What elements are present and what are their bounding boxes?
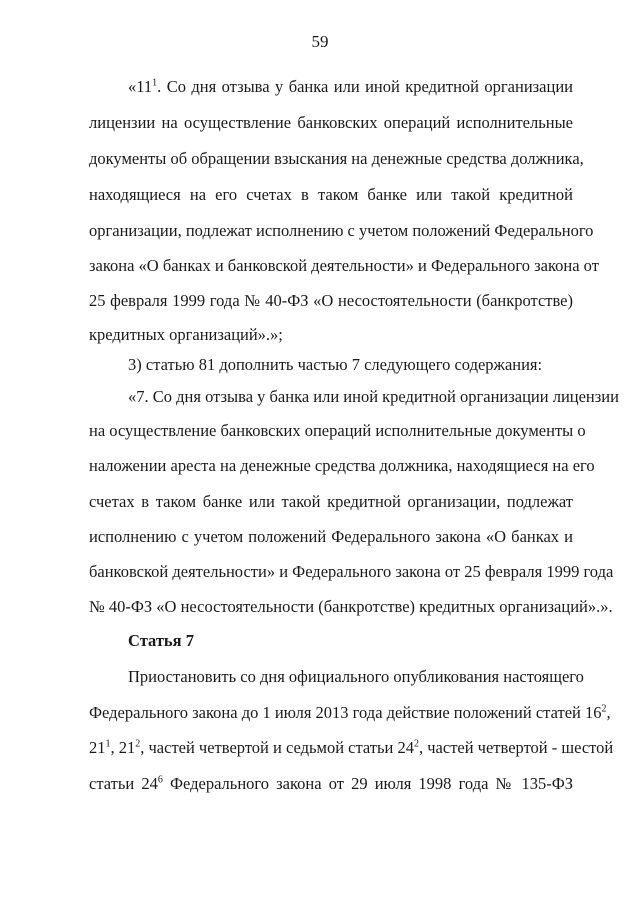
text-line: на осуществление банковских операций исполнительные документы о: [89, 421, 586, 440]
text-line: Федерального закона до 1 июля 2013 года действие положений статей $16^2$,: [89, 703, 611, 722]
text-line: счетах в таком банке или такой кредитной организации, подлежат: [89, 492, 573, 511]
text-line: кредитных организаций».»;: [89, 325, 283, 344]
text-line: лицензии на осуществление банковских операций исполнительные: [89, 113, 573, 132]
page-number: 59: [311, 32, 329, 51]
text-line: закона «О банках и банковской деятельности» и Федерального закона от: [89, 256, 599, 275]
text-line: № 40-ФЗ «О несостоятельности (банкротстве) кредитных организаций».».: [89, 597, 613, 616]
text-line: статьи $24^6$ Федерального закона от 29 июля 1998 года № 135-ФЗ: [89, 774, 573, 793]
text-line: организации, подлежат исполнению с учетом положений Федерального: [89, 221, 594, 240]
text-line: $21^1$, $21^2$, частей четвертой и седьмой статьи $24^2$, частей четвертой - шестой: [89, 738, 614, 757]
text-line: «$11^1$. Со дня отзыва у банка или иной кредитной организации: [128, 77, 573, 96]
text-line: документы об обращении взыскания на денежные средства должника,: [89, 149, 584, 168]
text-line: исполнению с учетом положений Федерального закона «О банках и: [89, 527, 573, 546]
text-line: наложении ареста на денежные средства должника, находящиеся на его: [89, 456, 595, 475]
text-line: «7. Со дня отзыва у банка или иной кредитной организации лицензии: [128, 387, 619, 406]
article-heading: Статья 7: [128, 631, 194, 650]
text-line: 25 февраля 1999 года № 40-ФЗ «О несостоятельности (банкротстве): [89, 291, 573, 310]
text-line: банковской деятельности» и Федерального закона от 25 февраля 1999 года: [89, 562, 614, 581]
text-line: находящиеся на его счетах в таком банке или такой кредитной: [89, 185, 573, 204]
text-line: 3) статью 81 дополнить частью 7 следующего содержания:: [128, 355, 543, 374]
text-line: Приостановить со дня официального опубликования настоящего: [128, 667, 584, 686]
